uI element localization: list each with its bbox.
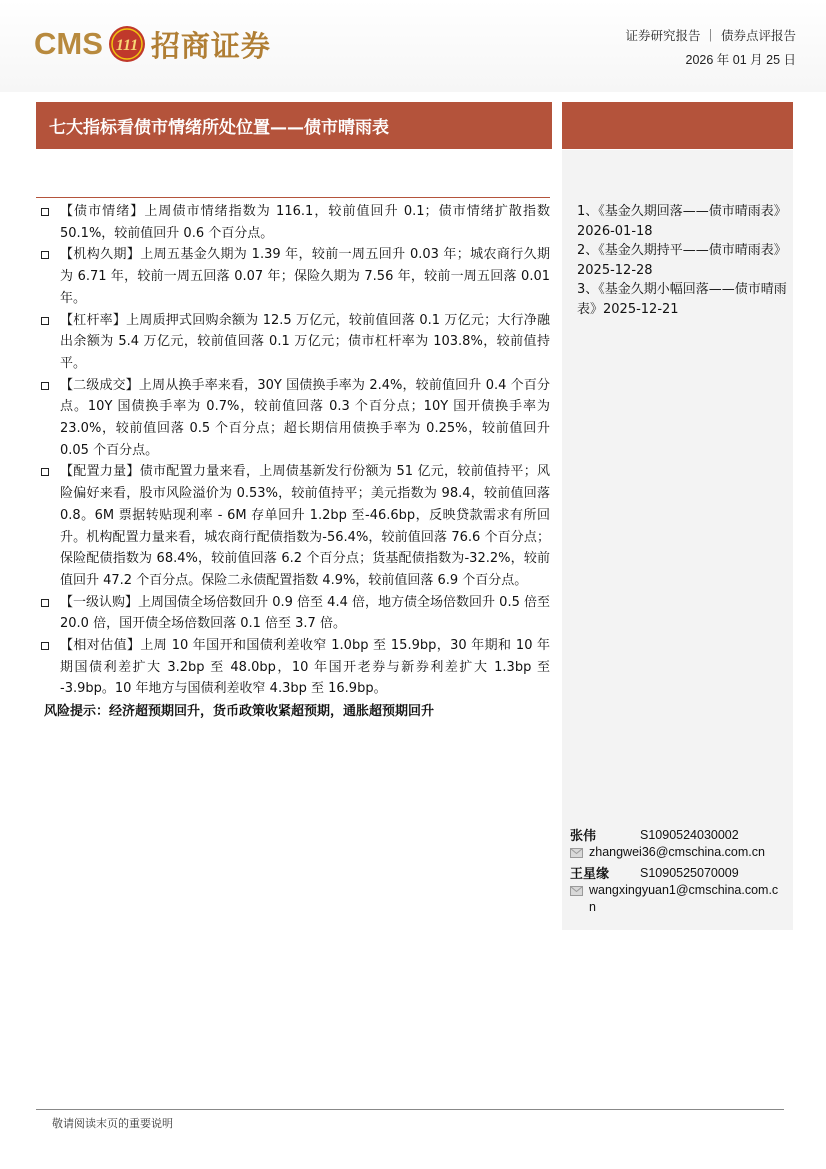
footer-divider — [36, 1109, 784, 1110]
checkbox-square-icon — [41, 251, 49, 259]
related-reports-list — [577, 202, 787, 319]
summary-bullet-item — [36, 375, 550, 462]
summary-bullet-item — [36, 592, 550, 635]
page-header — [0, 0, 826, 92]
risk-warning: 风险提示：经济超预期回升，货币政策收紧超预期，通胀超预期回升 — [44, 704, 435, 720]
svg-text:111: 111 — [115, 37, 139, 54]
report-date: 2026 年 01 月 25 日 — [685, 53, 796, 67]
mail-icon — [570, 848, 583, 858]
author-row — [570, 825, 792, 844]
bullet-text: 【债市情绪】上周债市情绪指数为 116.1，较前值回升 0.1；债市情绪扩散指数 50.1%，较前值回升 0.6 个百分点。 — [60, 204, 550, 241]
author-license-id: S1090524030002 — [640, 827, 739, 842]
bullet-text: 【一级认购】上周国债全场倍数回升 0.9 倍至 4.4 倍，地方债全场倍数回升 0.5 倍至 20.0 倍，国开债全场倍数回落 0.1 倍至 3.7 倍。 — [60, 594, 550, 632]
sidebar — [562, 150, 793, 930]
checkbox-square-icon — [41, 642, 49, 650]
summary-bullet-list — [36, 198, 550, 700]
summary-bullet-item — [36, 201, 550, 244]
bullet-text: 【机构久期】上周五基金久期为 1.39 年，较前一周五回升 0.03 年；城农商行久期为 6.71 年，较前一周五回落 0.07 年；保险久期为 7.56 年，较前一周五回落 0.01 年。 — [60, 247, 550, 306]
summary-bullet-item — [36, 310, 550, 375]
report-title: 七大指标看债市情绪所处位置——债市晴雨表 — [49, 118, 389, 138]
logo-company-name: 招商证券 — [150, 28, 271, 63]
summary-bullet-item — [36, 635, 550, 700]
authors-block — [570, 825, 792, 916]
checkbox-square-icon — [41, 468, 49, 476]
footer-disclaimer-note: 敬请阅读末页的重要说明 — [52, 1117, 173, 1130]
bullet-text: 【杠杆率】上周质押式回购余额为 12.5 万亿元，较前值回落 0.1 万亿元；大行净融出余额为 5.4 万亿元，较前值回落 0.1 万亿元；债市杠杆率为 103.8%，较前值持平。 — [60, 312, 550, 371]
bullet-text: 【配置力量】债市配置力量来看，上周债基新发行份额为 51 亿元，较前值持平；风险偏好来看，股市风险溢价为 0.53%，较前值持平；美元指数为 98.4，较前值回落 0.8。6M 票据转贴现利率 - 6M 存单回升 1.2bp 至-46.6bp，反映贷款需求有所回升。机构配置力量来看，城农商行配债指数为-56.4%，较前值回落 76.6 个百分点；保险配债指数为 68.4%，较前值回落 6.2 个百分点；货基配债指数为-32.2%，较前值回升 47.2 个百分点。保险二永债配置指数 4.9%，较前值回落 6.9 个百分点。 — [60, 464, 550, 588]
bullet-text: 【相对估值】上周 10 年国开和国债利差收窄 1.0bp 至 15.9bp，30 年期和 10 年期国债利差扩大 3.2bp 至 48.0bp，10 年国开老券与新券利差扩大 1.3bp 至 -3.9bp。10 年地方与国债利差收窄 4.3bp 至 16.9bp。 — [60, 638, 550, 697]
related-report-item[interactable]: 3、《基金久期小幅回落——债市晴雨表》2025-12-21 — [577, 282, 787, 317]
main-content — [36, 197, 550, 723]
author-email-link[interactable]: wangxingyuan1@cmschina.com.cn — [589, 883, 779, 914]
author-license-id: S1090525070009 — [640, 865, 739, 880]
checkbox-square-icon — [41, 208, 49, 216]
report-type-label: 证券研究报告 ｜ 债券点评报告 — [625, 28, 796, 43]
related-report-item[interactable]: 2、《基金久期持平——债市晴雨表》2025-12-28 — [577, 243, 787, 278]
bullet-text: 【二级成交】上周从换手率来看，30Y 国债换手率为 2.4%，较前值回升 0.4 个百分点。10Y 国债换手率为 0.7%，较前值回落 0.3 个百分点；10Y 国开债换手率为 23.0%，较前值回落 0.5 个百分点；超长期信用债换手率为 0.25%，较前值回升 0.05 个百分点。 — [60, 377, 550, 458]
author-email-row — [570, 844, 792, 863]
checkbox-square-icon — [41, 382, 49, 390]
company-logo — [34, 22, 271, 66]
author-email-link[interactable]: zhangwei36@cmschina.com.cn — [589, 845, 765, 859]
title-bar-side-block — [562, 102, 793, 149]
summary-bullet-item — [36, 244, 550, 309]
logo-cms-text: CMS — [34, 26, 103, 61]
logo-mark-icon — [107, 24, 147, 64]
author-email-row — [570, 882, 792, 916]
author-name: 张伟 — [570, 829, 597, 844]
summary-bullet-item — [36, 461, 550, 591]
report-title-bar — [36, 102, 552, 149]
mail-icon — [570, 886, 583, 896]
checkbox-square-icon — [41, 317, 49, 325]
checkbox-square-icon — [41, 599, 49, 607]
author-name: 王星缘 — [570, 867, 610, 882]
related-report-item[interactable]: 1、《基金久期回落——债市晴雨表》2026-01-18 — [577, 204, 787, 239]
author-row — [570, 863, 792, 882]
